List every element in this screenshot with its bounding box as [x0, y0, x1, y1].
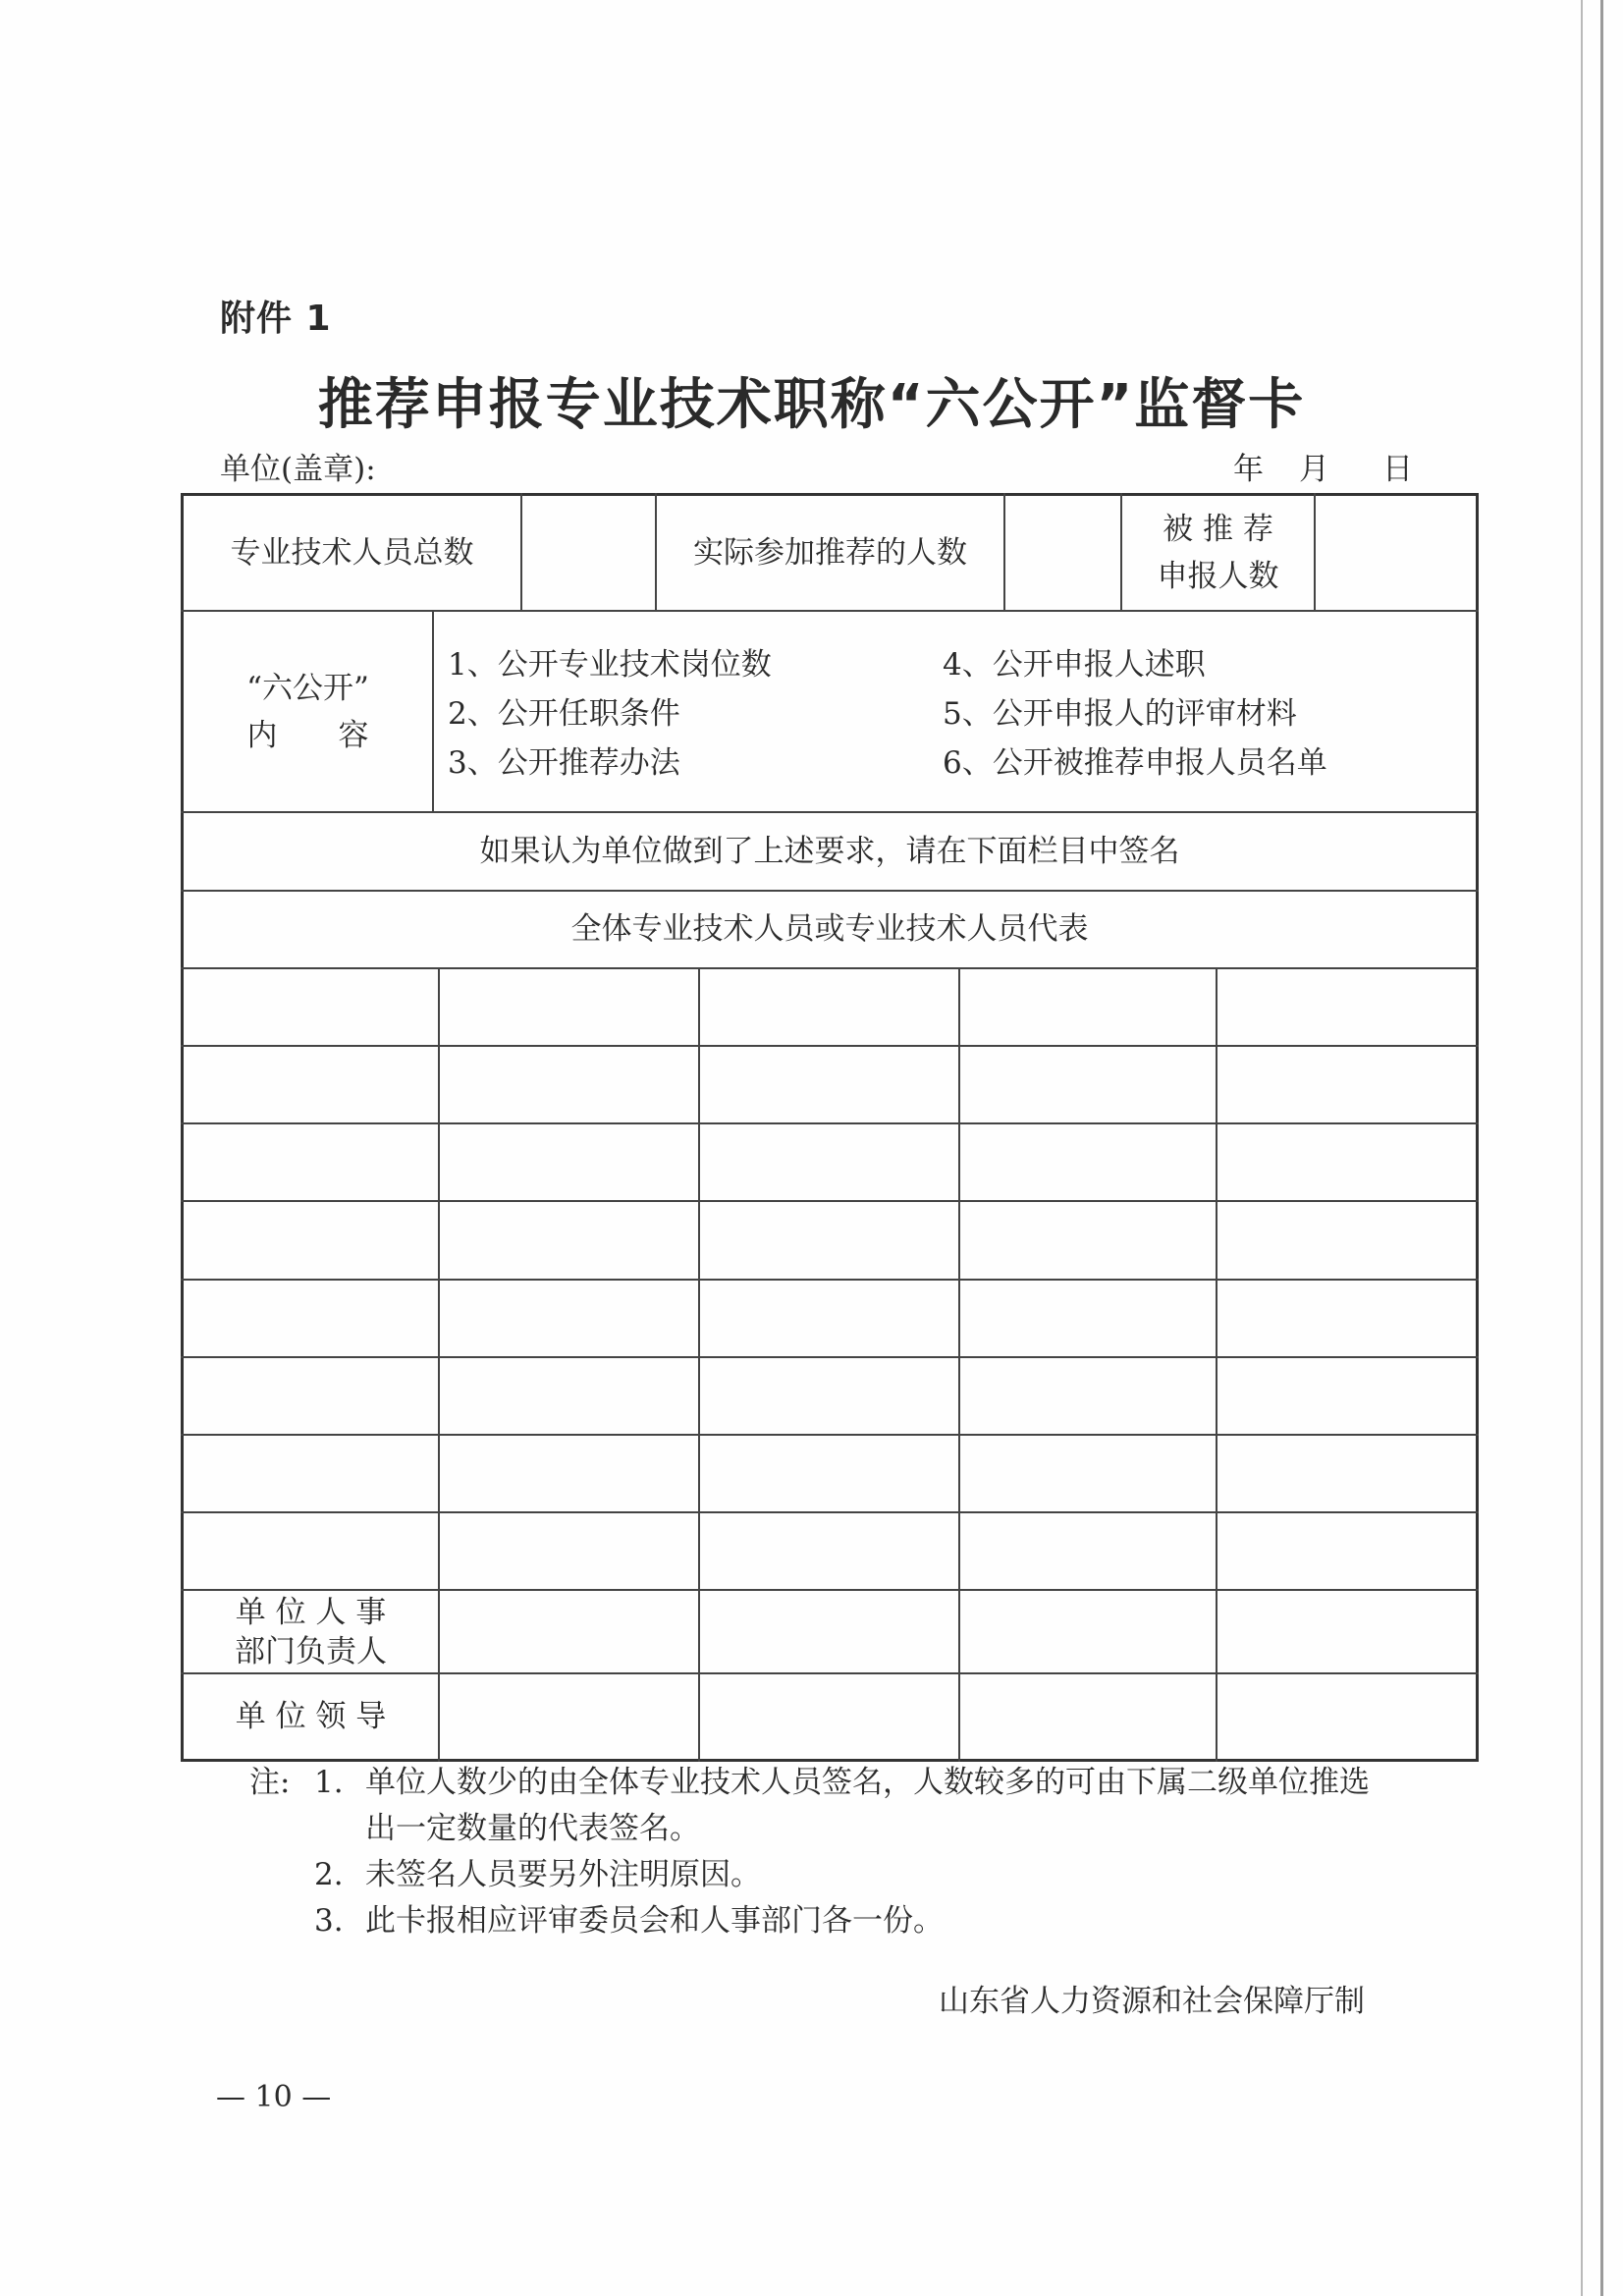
sign-instruction: 如果认为单位做到了上述要求，请在下面栏目中签名 — [479, 833, 1180, 869]
unit-seal-label: 单位(盖章): — [220, 452, 376, 487]
page-edge — [1600, 0, 1603, 2296]
notes — [249, 1760, 1370, 1944]
six-public-list-right — [943, 640, 1327, 788]
unit-leader-label: 单 位 领 导 — [235, 1698, 387, 1734]
list-item: 6、公开被推荐申报人员名单 — [943, 745, 1327, 781]
total-staff-label: 专业技术人员总数 — [230, 534, 474, 571]
table-divider — [181, 1200, 1479, 1202]
table-divider — [698, 967, 700, 1762]
note-text: 单位人数少的由全体专业技术人员签名，人数较多的可由下属二级单位推选 — [365, 1765, 1370, 1800]
note-number: 3. — [314, 1903, 344, 1939]
note-text: 此卡报相应评审委员会和人事部门各一份。 — [365, 1903, 944, 1939]
note-continuation: 出一定数量的代表签名。 — [365, 1811, 700, 1846]
table-divider — [181, 1045, 1479, 1047]
note-number: 1. — [314, 1765, 344, 1800]
table-divider — [438, 967, 440, 1762]
hr-head-label: 单 位 人 事 部门负责人 — [235, 1594, 387, 1669]
table-divider — [181, 1434, 1479, 1436]
table-divider — [520, 493, 522, 611]
day-label: 日 — [1382, 452, 1413, 487]
list-item: 4、公开申报人述职 — [943, 647, 1206, 683]
list-item: 1、公开专业技术岗位数 — [448, 647, 772, 683]
table-divider — [1003, 493, 1005, 611]
page-title: 推荐申报专业技术职称“六公开”监督卡 — [317, 373, 1306, 437]
note-number: 2. — [314, 1857, 344, 1892]
recommended-count-label: 被 推 荐 申报人数 — [1157, 511, 1279, 594]
table-divider — [432, 610, 434, 812]
month-label: 月 — [1299, 452, 1329, 487]
table-divider — [181, 1511, 1479, 1513]
table-divider — [958, 967, 960, 1762]
participants-label: 实际参加推荐的人数 — [693, 534, 967, 571]
note-item — [249, 1760, 1370, 1806]
table-divider — [1216, 967, 1217, 1762]
table-divider — [181, 1356, 1479, 1358]
list-item: 3、公开推荐办法 — [448, 745, 680, 781]
page-number: — 10 — — [216, 2080, 332, 2114]
six-public-list-left — [448, 640, 772, 788]
list-item: 2、公开任职条件 — [448, 696, 680, 732]
date-line — [1233, 444, 1439, 488]
issuer: 山东省人力资源和社会保障厅制 — [939, 1984, 1365, 2019]
list-item: 5、公开申报人的评审材料 — [943, 696, 1297, 732]
note-item — [249, 1898, 1370, 1944]
year-label: 年 — [1233, 452, 1264, 487]
table-divider — [181, 1122, 1479, 1124]
note-item — [249, 1852, 1370, 1898]
attachment-label: 附件 1 — [220, 299, 332, 339]
page-edge — [1581, 0, 1583, 2296]
sign-group-label: 全体专业技术人员或专业技术人员代表 — [570, 911, 1089, 948]
notes-label: 注: — [249, 1765, 291, 1800]
table-divider — [1314, 493, 1316, 611]
table-divider — [181, 967, 1479, 969]
table-divider — [181, 1279, 1479, 1281]
six-public-label: “六公开” 内 容 — [246, 670, 369, 753]
note-text: 未签名人员要另外注明原因。 — [365, 1857, 761, 1892]
